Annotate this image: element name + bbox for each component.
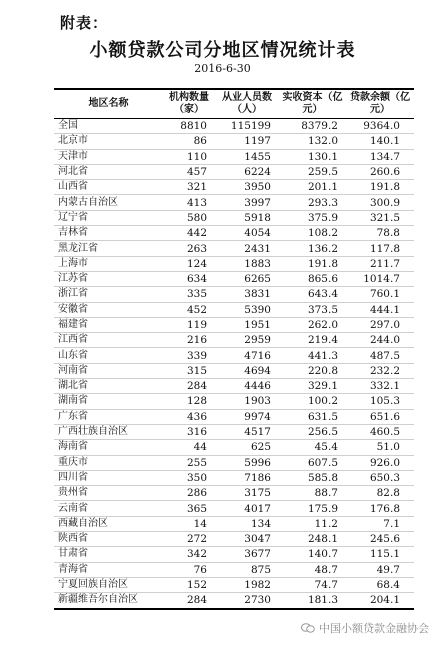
- table-row: [54, 516, 414, 531]
- cell-institutions: 316: [163, 424, 215, 439]
- cell-employees: 4517: [215, 424, 279, 439]
- cell-region: 辽宁省: [54, 210, 163, 225]
- cell-paid-in-capital: 130.1: [279, 149, 346, 164]
- cell-institutions: 8810: [163, 119, 215, 134]
- cell-region: 全国: [54, 119, 163, 134]
- cell-institutions: 350: [163, 470, 215, 485]
- cell-institutions: 365: [163, 501, 215, 516]
- cell-loan-balance: 68.4: [346, 577, 414, 592]
- attachment-label: 附表：: [60, 14, 109, 32]
- cell-region: 安徽省: [54, 302, 163, 317]
- cell-employees: 875: [215, 562, 279, 577]
- cell-region: 西藏自治区: [54, 516, 163, 531]
- table-row: [54, 149, 414, 164]
- cell-employees: 1883: [215, 256, 279, 271]
- cell-employees: 3997: [215, 195, 279, 210]
- cell-loan-balance: 332.1: [346, 379, 414, 394]
- cell-region: 宁夏回族自治区: [54, 577, 163, 592]
- cell-paid-in-capital: 262.0: [279, 317, 346, 332]
- cell-institutions: 128: [163, 394, 215, 409]
- cell-region: 黑龙江省: [54, 241, 163, 256]
- header-region: 地区名称: [54, 89, 163, 119]
- cell-employees: 4716: [215, 348, 279, 363]
- cell-loan-balance: 321.5: [346, 210, 414, 225]
- cell-paid-in-capital: 11.2: [279, 516, 346, 531]
- cell-institutions: 634: [163, 271, 215, 286]
- cell-institutions: 335: [163, 287, 215, 302]
- cell-employees: 1903: [215, 394, 279, 409]
- cell-employees: 1455: [215, 149, 279, 164]
- table-row: [54, 547, 414, 562]
- cell-loan-balance: 49.7: [346, 562, 414, 577]
- cell-paid-in-capital: 136.2: [279, 241, 346, 256]
- table-row: [54, 409, 414, 424]
- cell-loan-balance: 82.8: [346, 486, 414, 501]
- table-row: [54, 593, 414, 609]
- cell-loan-balance: 7.1: [346, 516, 414, 531]
- cell-employees: 1982: [215, 577, 279, 592]
- cell-paid-in-capital: 329.1: [279, 379, 346, 394]
- watermark-text: 中国小额贷款金融协会: [319, 622, 429, 635]
- cell-loan-balance: 926.0: [346, 455, 414, 470]
- cell-region: 山东省: [54, 348, 163, 363]
- cell-loan-balance: 51.0: [346, 440, 414, 455]
- cell-employees: 4054: [215, 226, 279, 241]
- cell-employees: 2959: [215, 333, 279, 348]
- header-institutions: 机构数量（家）: [163, 89, 215, 119]
- statistics-table: [54, 88, 414, 610]
- cell-region: 甘肃省: [54, 547, 163, 562]
- table-row: [54, 119, 414, 134]
- cell-loan-balance: 487.5: [346, 348, 414, 363]
- cell-region: 天津市: [54, 149, 163, 164]
- table-row: [54, 226, 414, 241]
- table-row: [54, 455, 414, 470]
- table-row: [54, 532, 414, 547]
- cell-paid-in-capital: 8379.2: [279, 119, 346, 134]
- cell-region: 河北省: [54, 164, 163, 179]
- cell-paid-in-capital: 175.9: [279, 501, 346, 516]
- cell-loan-balance: 9364.0: [346, 119, 414, 134]
- cell-employees: 134: [215, 516, 279, 531]
- cell-loan-balance: 232.2: [346, 363, 414, 378]
- cell-paid-in-capital: 108.2: [279, 226, 346, 241]
- cell-paid-in-capital: 607.5: [279, 455, 346, 470]
- cell-loan-balance: 244.0: [346, 333, 414, 348]
- cell-region: 江西省: [54, 333, 163, 348]
- cell-region: 湖南省: [54, 394, 163, 409]
- cell-employees: 3831: [215, 287, 279, 302]
- table-row: [54, 379, 414, 394]
- cell-institutions: 315: [163, 363, 215, 378]
- table-header-row: [54, 89, 414, 119]
- wechat-icon: [301, 623, 315, 633]
- cell-loan-balance: 140.1: [346, 134, 414, 149]
- table-row: [54, 424, 414, 439]
- table-row: [54, 195, 414, 210]
- cell-region: 福建省: [54, 317, 163, 332]
- cell-region: 新疆维吾尔自治区: [54, 593, 163, 609]
- cell-institutions: 216: [163, 333, 215, 348]
- cell-employees: 4446: [215, 379, 279, 394]
- cell-employees: 6224: [215, 164, 279, 179]
- cell-institutions: 263: [163, 241, 215, 256]
- cell-employees: 3677: [215, 547, 279, 562]
- table-row: [54, 394, 414, 409]
- table-row: [54, 333, 414, 348]
- cell-paid-in-capital: 375.9: [279, 210, 346, 225]
- cell-paid-in-capital: 88.7: [279, 486, 346, 501]
- table-row: [54, 210, 414, 225]
- cell-loan-balance: 245.6: [346, 532, 414, 547]
- cell-employees: 5996: [215, 455, 279, 470]
- cell-loan-balance: 444.1: [346, 302, 414, 317]
- cell-region: 重庆市: [54, 455, 163, 470]
- cell-paid-in-capital: 132.0: [279, 134, 346, 149]
- cell-employees: 1951: [215, 317, 279, 332]
- cell-institutions: 284: [163, 379, 215, 394]
- cell-employees: 3047: [215, 532, 279, 547]
- cell-employees: 7186: [215, 470, 279, 485]
- cell-region: 四川省: [54, 470, 163, 485]
- table-row: [54, 577, 414, 592]
- cell-institutions: 452: [163, 302, 215, 317]
- cell-employees: 5390: [215, 302, 279, 317]
- cell-region: 河南省: [54, 363, 163, 378]
- cell-institutions: 124: [163, 256, 215, 271]
- cell-paid-in-capital: 865.6: [279, 271, 346, 286]
- cell-loan-balance: 78.8: [346, 226, 414, 241]
- cell-region: 贵州省: [54, 486, 163, 501]
- cell-loan-balance: 134.7: [346, 149, 414, 164]
- cell-loan-balance: 650.3: [346, 470, 414, 485]
- cell-paid-in-capital: 191.8: [279, 256, 346, 271]
- cell-employees: 6265: [215, 271, 279, 286]
- cell-region: 内蒙古自治区: [54, 195, 163, 210]
- cell-institutions: 339: [163, 348, 215, 363]
- cell-loan-balance: 651.6: [346, 409, 414, 424]
- cell-region: 广东省: [54, 409, 163, 424]
- cell-employees: 2431: [215, 241, 279, 256]
- table-row: [54, 501, 414, 516]
- cell-region: 北京市: [54, 134, 163, 149]
- header-employees: 从业人员数（人）: [215, 89, 279, 119]
- cell-loan-balance: 211.7: [346, 256, 414, 271]
- cell-employees: 4694: [215, 363, 279, 378]
- cell-paid-in-capital: 256.5: [279, 424, 346, 439]
- cell-institutions: 152: [163, 577, 215, 592]
- cell-paid-in-capital: 48.7: [279, 562, 346, 577]
- cell-loan-balance: 760.1: [346, 287, 414, 302]
- cell-paid-in-capital: 441.3: [279, 348, 346, 363]
- cell-institutions: 14: [163, 516, 215, 531]
- cell-paid-in-capital: 585.8: [279, 470, 346, 485]
- cell-loan-balance: 105.3: [346, 394, 414, 409]
- cell-institutions: 110: [163, 149, 215, 164]
- cell-institutions: 86: [163, 134, 215, 149]
- header-loan-balance: 贷款余额（亿元）: [346, 89, 414, 119]
- cell-institutions: 442: [163, 226, 215, 241]
- table-row: [54, 287, 414, 302]
- table-row: [54, 134, 414, 149]
- cell-institutions: 457: [163, 164, 215, 179]
- table-row: [54, 241, 414, 256]
- cell-region: 浙江省: [54, 287, 163, 302]
- cell-paid-in-capital: 45.4: [279, 440, 346, 455]
- cell-institutions: 255: [163, 455, 215, 470]
- table-row: [54, 470, 414, 485]
- cell-region: 青海省: [54, 562, 163, 577]
- cell-paid-in-capital: 643.4: [279, 287, 346, 302]
- cell-region: 云南省: [54, 501, 163, 516]
- cell-region: 海南省: [54, 440, 163, 455]
- cell-institutions: 119: [163, 317, 215, 332]
- table-row: [54, 363, 414, 378]
- table-title: 小额贷款公司分地区情况统计表: [89, 40, 356, 61]
- cell-paid-in-capital: 259.5: [279, 164, 346, 179]
- cell-institutions: 413: [163, 195, 215, 210]
- cell-paid-in-capital: 248.1: [279, 532, 346, 547]
- cell-employees: 625: [215, 440, 279, 455]
- cell-loan-balance: 460.5: [346, 424, 414, 439]
- cell-institutions: 436: [163, 409, 215, 424]
- cell-institutions: 76: [163, 562, 215, 577]
- cell-paid-in-capital: 219.4: [279, 333, 346, 348]
- cell-loan-balance: 1014.7: [346, 271, 414, 286]
- table-row: [54, 317, 414, 332]
- cell-institutions: 272: [163, 532, 215, 547]
- cell-paid-in-capital: 140.7: [279, 547, 346, 562]
- cell-region: 广西壮族自治区: [54, 424, 163, 439]
- cell-institutions: 286: [163, 486, 215, 501]
- cell-paid-in-capital: 373.5: [279, 302, 346, 317]
- cell-paid-in-capital: 181.3: [279, 593, 346, 609]
- cell-region: 陕西省: [54, 532, 163, 547]
- cell-institutions: 342: [163, 547, 215, 562]
- cell-loan-balance: 260.6: [346, 164, 414, 179]
- cell-employees: 115199: [215, 119, 279, 134]
- cell-region: 湖北省: [54, 379, 163, 394]
- table-row: [54, 302, 414, 317]
- cell-loan-balance: 204.1: [346, 593, 414, 609]
- table-row: [54, 348, 414, 363]
- table-row: [54, 164, 414, 179]
- cell-loan-balance: 117.8: [346, 241, 414, 256]
- cell-employees: 9974: [215, 409, 279, 424]
- cell-paid-in-capital: 220.8: [279, 363, 346, 378]
- cell-institutions: 580: [163, 210, 215, 225]
- table-row: [54, 562, 414, 577]
- cell-loan-balance: 297.0: [346, 317, 414, 332]
- cell-region: 上海市: [54, 256, 163, 271]
- table-row: [54, 486, 414, 501]
- header-paid-in-capital: 实收资本（亿元）: [279, 89, 346, 119]
- cell-employees: 1197: [215, 134, 279, 149]
- cell-region: 山西省: [54, 180, 163, 195]
- cell-institutions: 44: [163, 440, 215, 455]
- cell-employees: 3950: [215, 180, 279, 195]
- cell-loan-balance: 176.8: [346, 501, 414, 516]
- table-date: 2016-6-30: [194, 62, 251, 75]
- table-row: [54, 180, 414, 195]
- cell-loan-balance: 300.9: [346, 195, 414, 210]
- cell-loan-balance: 115.1: [346, 547, 414, 562]
- cell-employees: 2730: [215, 593, 279, 609]
- table-row: [54, 440, 414, 455]
- cell-employees: 4017: [215, 501, 279, 516]
- cell-loan-balance: 191.8: [346, 180, 414, 195]
- cell-paid-in-capital: 74.7: [279, 577, 346, 592]
- cell-paid-in-capital: 100.2: [279, 394, 346, 409]
- cell-paid-in-capital: 293.3: [279, 195, 346, 210]
- cell-region: 江苏省: [54, 271, 163, 286]
- cell-institutions: 321: [163, 180, 215, 195]
- cell-paid-in-capital: 201.1: [279, 180, 346, 195]
- cell-institutions: 284: [163, 593, 215, 609]
- table-row: [54, 256, 414, 271]
- cell-employees: 3175: [215, 486, 279, 501]
- table-row: [54, 271, 414, 286]
- cell-employees: 5918: [215, 210, 279, 225]
- table-body: [54, 119, 414, 609]
- cell-paid-in-capital: 631.5: [279, 409, 346, 424]
- cell-region: 吉林省: [54, 226, 163, 241]
- watermark: [301, 620, 429, 636]
